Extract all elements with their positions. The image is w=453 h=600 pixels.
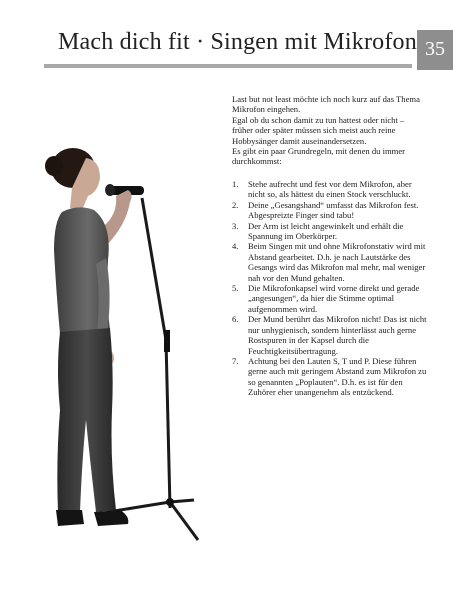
rule-text: Der Arm ist leicht angewinkelt und erhält die Spannung im Oberkörper. [248, 220, 404, 242]
rule-number: 3. [232, 220, 239, 231]
header-rule [44, 64, 412, 68]
rule-number: 5. [232, 283, 239, 294]
rule-number: 6. [232, 314, 239, 325]
rule-text: Deine „Gesangshand“ umfasst das Mikrofon fest. Abgespreizte Finger sind tabu! [248, 199, 419, 221]
rule-item [232, 200, 428, 221]
rule-item [232, 314, 428, 356]
intro-line: Last but not least möchte ich noch kurz auf das Thema Mikrofon eingehen. [232, 94, 420, 115]
rule-text: Die Mikrofonkapsel wird vorne direkt und gerade „angesungen“, da hier die Stimme optimal aufgenommen wird. [248, 283, 420, 314]
rule-number: 7. [232, 355, 239, 366]
rule-item [232, 356, 428, 398]
rule-text: Der Mund berührt das Mikrofon nicht! Das ist nicht nur unhygienisch, sondern hinterlässt auch gerne Rostspuren in der Kapsel durch die Feuchtigkeitsübertragung. [248, 314, 427, 356]
rule-text: Achtung bei den Lauten S, T und P. Diese führen gerne auch mit geringem Abstand zum Mikrofon zu so genannten „Poplauten“. D.h. es ist für den Zuhörer eher unangenehm als entzückend. [248, 355, 427, 398]
rule-text: Stehe aufrecht und fest vor dem Mikrofon, aber nicht so, als hättest du einen Stock verschluckt. [248, 179, 412, 200]
rule-number: 4. [232, 241, 239, 252]
rule-item [232, 179, 428, 200]
rule-item [232, 221, 428, 242]
rule-item [232, 241, 428, 283]
rule-text: Beim Singen mit und ohne Mikrofonstativ wird mit Abstand gearbeitet. D.h. je nach Lautstärke des Gesangs wird das Mikrofon mal mehr, mal weniger nah vor den Mund gehalten. [248, 241, 426, 283]
intro-line: Egal ob du schon damit zu tun hattest oder nicht – früher oder später müssen sich meist auch reine Hobbysänger damit auseinandersetzen. [232, 114, 405, 146]
page-number: 35 [425, 38, 445, 60]
page-title: Mach dich fit · Singen mit Mikrofon [58, 29, 417, 55]
jeans [57, 328, 116, 512]
rule-number: 2. [232, 199, 239, 210]
page-number-box [417, 30, 453, 70]
singer-with-microphone-stand-photo [38, 140, 228, 565]
page-header [0, 0, 453, 72]
rules-list [232, 179, 428, 398]
rule-number: 1. [232, 179, 239, 189]
intro-text [232, 94, 424, 167]
intro-line: Es gibt ein paar Grundregeln, mit denen du immer durchkommst: [232, 146, 406, 167]
rule-item [232, 283, 428, 314]
microphone-stand [108, 198, 198, 540]
